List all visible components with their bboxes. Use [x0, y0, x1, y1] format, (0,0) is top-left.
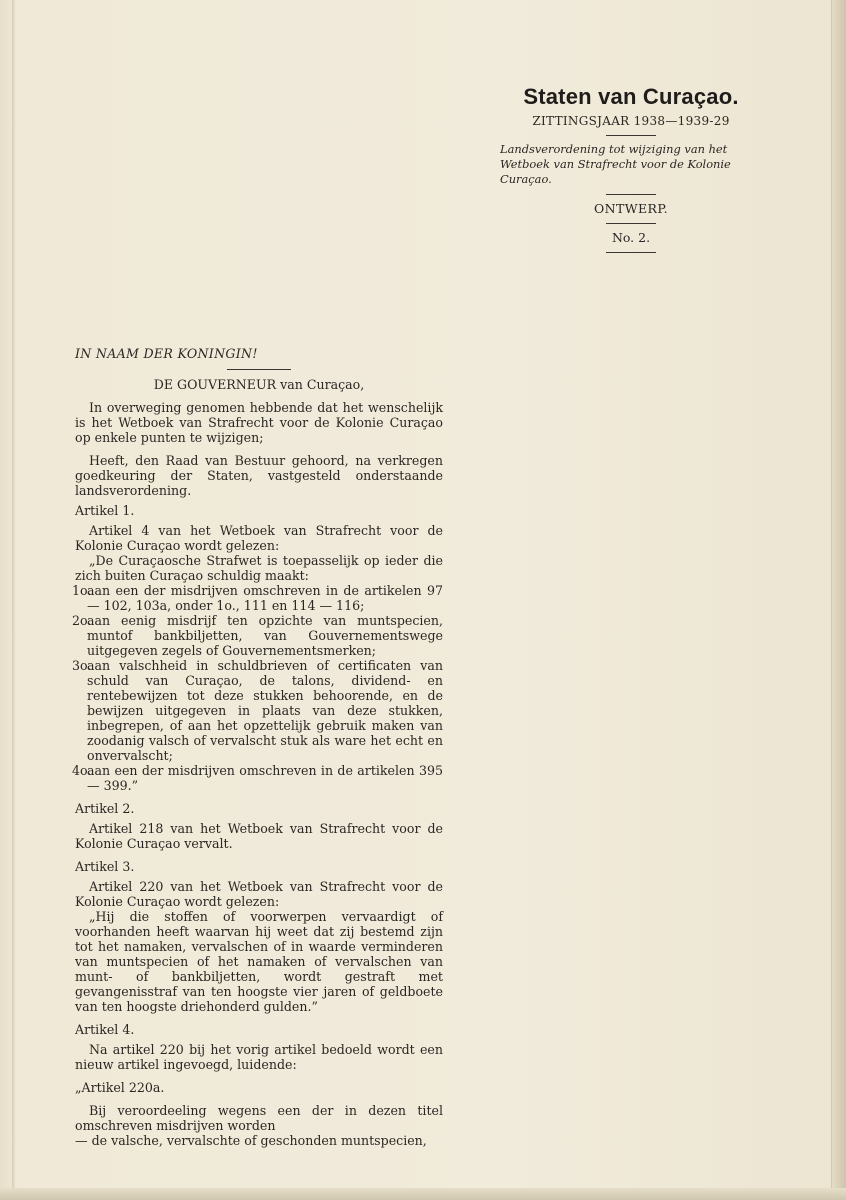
article-text: — de valsche, vervalschte of geschonden muntspecien, — [75, 1133, 427, 1148]
article-heading: Artikel 4. — [75, 1022, 135, 1037]
divider — [606, 252, 656, 253]
new-article-heading: „Artikel 220a. — [75, 1080, 165, 1095]
body-text — [72, 346, 443, 1148]
document-header — [498, 84, 764, 259]
enactment-paragraph: Heeft, den Raad van Bestuur gehoord, na verkregen goedkeuring der Staten, vastgesteld onderstaande landsverordening. — [75, 453, 443, 498]
binding-edge — [12, 0, 15, 1200]
article-heading: Artikel 1. — [75, 503, 135, 518]
divider — [606, 135, 656, 136]
article-text: Artikel 218 van het Wetboek van Strafrecht voor de Kolonie Curaçao vervalt. — [75, 821, 443, 851]
article-intro: Na artikel 220 bij het vorig artikel bedoeld wordt een nieuw artikel ingevoegd, luidende: — [75, 1042, 443, 1072]
list-item: 1o. aan een der misdrijven omschreven in de artikelen 97 — 102, 103a, onder 1o., 111 en 114 — 116; — [72, 583, 443, 613]
list-item: 4o. aan een der misdrijven omschreven in de artikelen 395 — 399.” — [72, 763, 443, 793]
divider — [606, 223, 656, 224]
article-quote: „Hij die stoffen of voorwerpen vervaardigt of voorhanden heeft waarvan hij weet dat zij bestemd zijn tot het namaken, vervalschen of in waarde verminderen van muntspecien of het namaken of vervalschen van munt- of bankbiljetten, wordt gestraft met gevangenisstraf van ten hoogste vier jaren of geldboete van ten hoogste driehonderd gulden.” — [75, 909, 443, 1014]
article-text: Bij veroordeeling wegens een der in dezen titel omschreven misdrijven worden — [75, 1103, 443, 1133]
list-item: 2o. aan eenig misdrijf ten opzichte van muntspecien, muntof bankbiljetten, van Gouvernementswege uitgegeven zegels of Gouvernementsmerken; — [72, 613, 443, 658]
article-heading: Artikel 3. — [75, 859, 135, 874]
page-edge-right — [831, 0, 846, 1200]
session-year: ZITTINGSJAAR 1938—1939-29 — [532, 114, 730, 128]
divider — [606, 194, 656, 195]
document-subject: Landsverordening tot wijziging van het Wetboek van Strafrecht voor de Kolonie Curaçao. — [500, 142, 731, 186]
document-title: Staten van Curaçao. — [523, 84, 739, 109]
document-number: No. 2. — [611, 230, 651, 245]
article-quote: „De Curaçaosche Strafwet is toepasselijk op ieder die zich buiten Curaçao schuldig maakt: — [75, 553, 443, 583]
article-heading: Artikel 2. — [75, 801, 135, 816]
governor-line: DE GOUVERNEUR van Curaçao, — [153, 377, 365, 392]
article-intro: Artikel 4 van het Wetboek van Strafrecht voor de Kolonie Curaçao wordt gelezen: — [75, 523, 443, 553]
list-item: 3o. aan valschheid in schuldbrieven of certificaten van schuld van Curaçao, de talons, dividend- en rentebewijzen tot deze stukken behoorende, en de bewijzen uitgegeven in plaats van deze stukken, inbegrepen, of aan het opzettelijk gebruik maken van zoodanig valsch of vervalscht stuk als ware het echt en onvervalscht; — [72, 658, 443, 763]
divider — [227, 369, 291, 370]
page-edge-bottom — [0, 1188, 846, 1200]
considering-paragraph: In overweging genomen hebbende dat het wenschelijk is het Wetboek van Strafrecht voor de Kolonie Curaçao op enkele punten te wijzigen; — [75, 400, 443, 445]
salutation: IN NAAM DER KONINGIN! — [75, 346, 258, 361]
article-intro: Artikel 220 van het Wetboek van Strafrecht voor de Kolonie Curaçao wordt gelezen: — [75, 879, 443, 909]
article-items — [72, 583, 443, 793]
draft-label: ONTWERP. — [594, 201, 668, 216]
